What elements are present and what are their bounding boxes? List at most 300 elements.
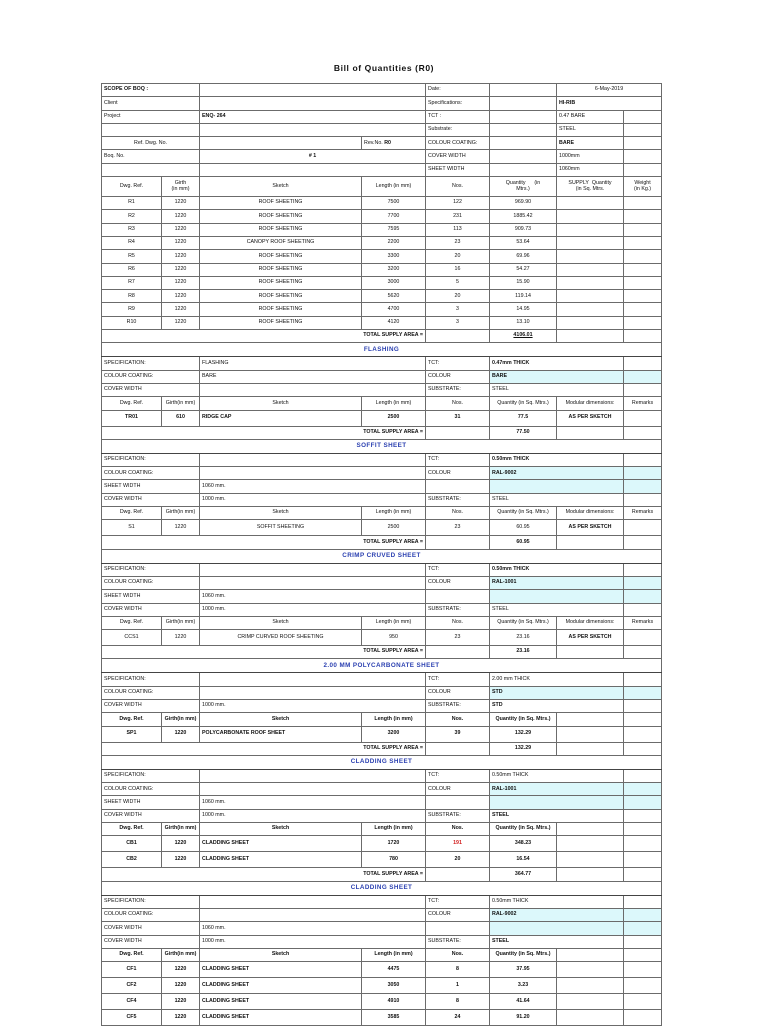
- spec-value: [200, 563, 426, 576]
- dwg-ref: R7: [102, 276, 162, 289]
- col-nos: Nos.: [426, 397, 490, 410]
- blank: [624, 868, 662, 881]
- table-row: [102, 236, 662, 249]
- col-girth: Girth(in mm): [162, 397, 200, 410]
- spec-right-label: [426, 480, 490, 493]
- section-title: CLADDING SHEET: [102, 881, 662, 895]
- col-sketch: Sketch: [200, 397, 362, 410]
- spec-row: [102, 493, 662, 506]
- length: 2500: [362, 520, 426, 536]
- weight: [624, 276, 662, 289]
- spec-row: [102, 895, 662, 908]
- girth: 1220: [162, 303, 200, 316]
- length: 4475: [362, 962, 426, 978]
- total-label: TOTAL SUPPLY AREA =: [102, 536, 426, 549]
- length: 2500: [362, 410, 426, 426]
- blank: [426, 868, 490, 881]
- length: 2200: [362, 236, 426, 249]
- sketch: ROOF SHEETING: [200, 210, 362, 223]
- table-row: [102, 836, 662, 852]
- flashing-title-row: [102, 343, 662, 357]
- spec-right-value: 2.00 mm THICK: [490, 673, 624, 686]
- roof-rows: [102, 197, 662, 330]
- spec-row: [102, 480, 662, 493]
- sketch: CLADDING SHEET: [200, 962, 362, 978]
- spec-value: [200, 453, 426, 466]
- blank: [557, 948, 624, 961]
- spec-label: SHEET WIDTH: [102, 480, 200, 493]
- weight: [624, 290, 662, 303]
- sketch: ROOF SHEETING: [200, 223, 362, 236]
- col-modular: Modular dimensions:: [557, 397, 624, 410]
- length: 3585: [362, 1010, 426, 1026]
- length: 4910: [362, 994, 426, 1010]
- project-label: Project: [102, 110, 200, 123]
- spec-right-value: [490, 796, 624, 809]
- spec-row: [102, 908, 662, 921]
- col-length: Length (in mm): [362, 823, 426, 836]
- total-label: TOTAL SUPPLY AREA =: [102, 868, 426, 881]
- spec-right-label: [426, 796, 490, 809]
- spec-right-value: STD: [490, 686, 624, 699]
- sketch: CLADDING SHEET: [200, 852, 362, 868]
- spec-right-label: COLOUR: [426, 576, 490, 589]
- nos: 1: [426, 978, 490, 994]
- blank: [624, 783, 662, 796]
- quantity: 119.14: [490, 290, 557, 303]
- col-supply-quantity: SUPPLY Quantity (in Sq. Mtrs.: [557, 177, 624, 197]
- blank: [624, 370, 662, 383]
- sheet-width-label: SHEET WIDTH: [426, 163, 490, 176]
- boq-sheet: [101, 83, 662, 1026]
- table-row: [102, 410, 662, 426]
- quantity: 14.95: [490, 303, 557, 316]
- spec-value: [200, 673, 426, 686]
- sketch: POLYCARBONATE ROOF SHEET: [200, 726, 362, 742]
- table-row: [102, 210, 662, 223]
- colour-value: BARE: [557, 137, 624, 150]
- girth: 610: [162, 410, 200, 426]
- rev-cell: Rev.No. R0: [362, 137, 426, 150]
- dwg-ref: CB1: [102, 836, 162, 852]
- girth: 1220: [162, 994, 200, 1010]
- nos: 113: [426, 223, 490, 236]
- supply-quantity: [557, 263, 624, 276]
- spec-value: 1000 mm.: [200, 603, 426, 616]
- blank: [557, 426, 624, 439]
- substrate-value: STEEL: [557, 123, 624, 136]
- sketch: SOFFIT SHEETING: [200, 520, 362, 536]
- blank: [426, 646, 490, 659]
- total-value: 364.77: [490, 868, 557, 881]
- blank: [624, 357, 662, 370]
- sheet-width-value: 1060mm: [557, 163, 624, 176]
- length: 7595: [362, 223, 426, 236]
- length: 1720: [362, 836, 426, 852]
- girth: 1220: [162, 836, 200, 852]
- col-girth: Girth (in mm): [162, 177, 200, 197]
- weight: [624, 263, 662, 276]
- length: 950: [362, 630, 426, 646]
- spec-right-label: SUBSTRATE:: [426, 383, 490, 396]
- total-row: [102, 646, 662, 659]
- substrate-label: Substrate:: [426, 123, 490, 136]
- blank: [557, 994, 624, 1010]
- spec-label: COVER WIDTH: [102, 935, 200, 948]
- table-row: [102, 290, 662, 303]
- girth: 1220: [162, 726, 200, 742]
- remarks: [624, 630, 662, 646]
- col-sketch: Sketch: [200, 948, 362, 961]
- spec-right-label: TCT:: [426, 453, 490, 466]
- spec-right-value: 0.50mm THICK: [490, 895, 624, 908]
- total-value: 77.50: [490, 426, 557, 439]
- date-value: 6-May-2019: [557, 84, 662, 97]
- col-quantity: Quantity (in Sq. Mtrs.): [490, 397, 557, 410]
- dwg-ref: R6: [102, 263, 162, 276]
- spec-right-value: 0.50mm THICK: [490, 769, 624, 782]
- cover-width-value: 1000mm: [557, 150, 624, 163]
- length: 3050: [362, 978, 426, 994]
- total-label: TOTAL SUPPLY AREA =: [102, 742, 426, 755]
- spec-right-label: [426, 922, 490, 935]
- soffit-title-row: [102, 439, 662, 453]
- spec-right-value: BARE: [490, 370, 624, 383]
- spec-value: BARE: [200, 370, 426, 383]
- cladding1-title-row: [102, 755, 662, 769]
- sketch: CLADDING SHEET: [200, 994, 362, 1010]
- blank: [624, 646, 662, 659]
- spec-label: COLOUR COATING:: [102, 576, 200, 589]
- col-sketch: Sketch: [200, 616, 362, 629]
- blank: [557, 978, 624, 994]
- sketch: ROOF SHEETING: [200, 290, 362, 303]
- header-row: [102, 137, 662, 150]
- remarks: [624, 726, 662, 742]
- remarks: [624, 962, 662, 978]
- spec-right-value: 0.50mm THICK: [490, 563, 624, 576]
- blank: [624, 576, 662, 589]
- quantity: 91.20: [490, 1010, 557, 1026]
- column-headers: [102, 713, 662, 726]
- table-row: [102, 962, 662, 978]
- polycarbonate-title-row: [102, 659, 662, 673]
- spec-label: COVER WIDTH: [102, 493, 200, 506]
- table-row: [102, 852, 662, 868]
- section-title: CRIMP CRUVED SHEET: [102, 549, 662, 563]
- spec-right-label: TCT:: [426, 673, 490, 686]
- supply-quantity: [557, 250, 624, 263]
- table-row: [102, 197, 662, 210]
- spec-row: [102, 796, 662, 809]
- blank: [624, 922, 662, 935]
- spec-right-label: [426, 590, 490, 603]
- blank: [557, 646, 624, 659]
- spec-right-value: [490, 590, 624, 603]
- total-label: TOTAL SUPPLY AREA =: [102, 646, 426, 659]
- table-row: [102, 978, 662, 994]
- header-row: [102, 110, 662, 123]
- nos: 191: [426, 836, 490, 852]
- col-length: Length (in mm): [362, 713, 426, 726]
- spec-row: [102, 370, 662, 383]
- spec-right-label: TCT:: [426, 769, 490, 782]
- spec-label: COLOUR COATING:: [102, 370, 200, 383]
- supply-quantity: [557, 303, 624, 316]
- dwg-ref: R10: [102, 316, 162, 329]
- dwg-ref: R4: [102, 236, 162, 249]
- col-dwg-ref: Dwg. Ref.: [102, 823, 162, 836]
- cladding2-title-row: [102, 881, 662, 895]
- spec-right-value: STD: [490, 699, 624, 712]
- spec-label: COVER WIDTH: [102, 603, 200, 616]
- spec-row: [102, 563, 662, 576]
- col-length: Length (in mm): [362, 616, 426, 629]
- spec-label: SHEET WIDTH: [102, 590, 200, 603]
- blank: [624, 908, 662, 921]
- col-sketch: Sketch: [200, 713, 362, 726]
- dwg-ref: R5: [102, 250, 162, 263]
- quantity: 1885.42: [490, 210, 557, 223]
- quantity: 53.64: [490, 236, 557, 249]
- tct-value: 0.47 BARE: [557, 110, 624, 123]
- length: 7500: [362, 197, 426, 210]
- blank: [557, 962, 624, 978]
- nos: 31: [426, 410, 490, 426]
- section-title: SOFFIT SHEET: [102, 439, 662, 453]
- nos: 231: [426, 210, 490, 223]
- sketch: CLADDING SHEET: [200, 836, 362, 852]
- total-row: [102, 536, 662, 549]
- blank: [624, 453, 662, 466]
- col-nos: Nos.: [426, 616, 490, 629]
- spec-right-value: STEEL: [490, 603, 624, 616]
- header-row: [102, 163, 662, 176]
- col-dwg-ref: Dwg. Ref.: [102, 397, 162, 410]
- sketch: ROOF SHEETING: [200, 316, 362, 329]
- col-remarks: Remarks: [624, 507, 662, 520]
- length: 4700: [362, 303, 426, 316]
- spec-right-value: 0.47mm THICK: [490, 357, 624, 370]
- col-dwg-ref: Dwg. Ref.: [102, 713, 162, 726]
- weight: [624, 210, 662, 223]
- spec-value: [200, 769, 426, 782]
- remarks: [624, 410, 662, 426]
- spec-label: SPECIFICATION:: [102, 357, 200, 370]
- nos: 24: [426, 1010, 490, 1026]
- nos: 20: [426, 250, 490, 263]
- table-row: [102, 994, 662, 1010]
- quantity: 54.27: [490, 263, 557, 276]
- tct-label: TCT :: [426, 110, 490, 123]
- col-girth: Girth(in mm): [162, 713, 200, 726]
- supply-quantity: [557, 236, 624, 249]
- spec-value: [200, 383, 426, 396]
- spec-label: COLOUR COATING:: [102, 686, 200, 699]
- spec-label: SPECIFICATION:: [102, 563, 200, 576]
- spec-value: 1060 mm.: [200, 480, 426, 493]
- spec-row: [102, 576, 662, 589]
- girth: 1220: [162, 520, 200, 536]
- spec-value: FLASHING: [200, 357, 426, 370]
- blank: [557, 836, 624, 852]
- quantity: 969.90: [490, 197, 557, 210]
- spec-label: SPECIFICATION:: [102, 769, 200, 782]
- quantity: 909.73: [490, 223, 557, 236]
- spec-right-value: STEEL: [490, 809, 624, 822]
- remarks: [624, 978, 662, 994]
- girth: 1220: [162, 962, 200, 978]
- length: 7700: [362, 210, 426, 223]
- blank: [557, 713, 624, 726]
- table-row: [102, 303, 662, 316]
- supply-quantity: [557, 290, 624, 303]
- column-headers: [102, 823, 662, 836]
- blank: [624, 686, 662, 699]
- spec-label: SPECIFICATION:: [102, 895, 200, 908]
- blank: [624, 895, 662, 908]
- blank: [557, 1010, 624, 1026]
- sketch: ROOF SHEETING: [200, 250, 362, 263]
- spec-right-value: STEEL: [490, 383, 624, 396]
- supply-quantity: [557, 276, 624, 289]
- blank: [557, 823, 624, 836]
- sketch: ROOF SHEETING: [200, 263, 362, 276]
- blank: [624, 383, 662, 396]
- weight: [624, 236, 662, 249]
- spec-row: [102, 453, 662, 466]
- col-nos: Nos.: [426, 177, 490, 197]
- roof-column-headers: [102, 177, 662, 197]
- quantity: 69.96: [490, 250, 557, 263]
- dwg-ref: R8: [102, 290, 162, 303]
- spec-right-label: COLOUR: [426, 467, 490, 480]
- length: 780: [362, 852, 426, 868]
- nos: 23: [426, 630, 490, 646]
- spec-label: COVER WIDTH: [102, 809, 200, 822]
- dwg-ref: TR01: [102, 410, 162, 426]
- spec-value: [200, 686, 426, 699]
- col-remarks: Remarks: [624, 616, 662, 629]
- girth: 1220: [162, 852, 200, 868]
- date-label: Date:: [426, 84, 490, 97]
- blank: [624, 823, 662, 836]
- blank: [426, 426, 490, 439]
- blank: [557, 852, 624, 868]
- quantity: 16.54: [490, 852, 557, 868]
- spec-label: SPECIFICATION:: [102, 673, 200, 686]
- nos: 16: [426, 263, 490, 276]
- spec-right-label: TCT:: [426, 563, 490, 576]
- col-nos: Nos.: [426, 948, 490, 961]
- spec-row: [102, 769, 662, 782]
- supply-quantity: [557, 316, 624, 329]
- sketch: CLADDING SHEET: [200, 978, 362, 994]
- girth: 1220: [162, 197, 200, 210]
- spec-label: COLOUR COATING:: [102, 467, 200, 480]
- blank: [624, 742, 662, 755]
- spec-label: COVER WIDTH: [102, 922, 200, 935]
- girth: 1220: [162, 210, 200, 223]
- column-headers: [102, 507, 662, 520]
- table-row: [102, 630, 662, 646]
- weight: [624, 250, 662, 263]
- section-title: FLASHING: [102, 343, 662, 357]
- spec-right-value: 0.50mm THICK: [490, 453, 624, 466]
- dwg-ref: SP1: [102, 726, 162, 742]
- col-quantity: Quantity (in Sq. Mtrs.): [490, 616, 557, 629]
- spec-label: COVER WIDTH: [102, 699, 200, 712]
- blank: [557, 536, 624, 549]
- dwg-ref: R1: [102, 197, 162, 210]
- total-row: [102, 426, 662, 439]
- quantity: 13.10: [490, 316, 557, 329]
- dwg-ref: CF1: [102, 962, 162, 978]
- spec-right-label: SUBSTRATE:: [426, 935, 490, 948]
- col-quantity: Quantity (in Mtrs.): [490, 177, 557, 197]
- col-length: Length (in mm): [362, 507, 426, 520]
- modular: AS PER SKETCH: [557, 410, 624, 426]
- header-row: [102, 150, 662, 163]
- blank: [624, 935, 662, 948]
- spec-right-label: SUBSTRATE:: [426, 603, 490, 616]
- spec-label: COLOUR COATING:: [102, 908, 200, 921]
- blank: [624, 426, 662, 439]
- col-girth: Girth(in mm): [162, 507, 200, 520]
- spec-right-label: SUBSTRATE:: [426, 699, 490, 712]
- blank: [624, 536, 662, 549]
- header-row: [102, 84, 662, 97]
- boq-label: Boq. No.: [102, 150, 200, 163]
- spec-value: 1000 mm.: [200, 699, 426, 712]
- blank: [624, 713, 662, 726]
- spec-value: 1000 mm.: [200, 935, 426, 948]
- spec-row: [102, 357, 662, 370]
- girth: 1220: [162, 250, 200, 263]
- spec-right-label: COLOUR: [426, 370, 490, 383]
- roof-total-label: TOTAL SUPPLY AREA =: [102, 330, 426, 343]
- blank: [624, 769, 662, 782]
- quantity: 3.23: [490, 978, 557, 994]
- spec-value: 1060 mm.: [200, 590, 426, 603]
- weight: [624, 316, 662, 329]
- spec-row: [102, 922, 662, 935]
- total-label: TOTAL SUPPLY AREA =: [102, 426, 426, 439]
- blank: [624, 563, 662, 576]
- blank: [624, 809, 662, 822]
- ref-dwg-label: Ref. Dwg. No.: [102, 137, 200, 150]
- col-sketch: Sketch: [200, 507, 362, 520]
- scope-label: SCOPE OF BOQ :: [102, 84, 200, 97]
- total-value: 60.95: [490, 536, 557, 549]
- supply-quantity: [557, 197, 624, 210]
- spec-right-value: [490, 480, 624, 493]
- spec-right-label: SUBSTRATE:: [426, 809, 490, 822]
- col-sketch: Sketch: [200, 177, 362, 197]
- supply-quantity: [557, 210, 624, 223]
- girth: 1220: [162, 978, 200, 994]
- spec-right-label: TCT:: [426, 357, 490, 370]
- blank: [624, 796, 662, 809]
- blank: [557, 726, 624, 742]
- dwg-ref: CF2: [102, 978, 162, 994]
- dwg-ref: CF4: [102, 994, 162, 1010]
- nos: 5: [426, 276, 490, 289]
- sketch: CANOPY ROOF SHEETING: [200, 236, 362, 249]
- dwg-ref: CB2: [102, 852, 162, 868]
- col-remarks: Remarks: [624, 397, 662, 410]
- col-dwg-ref: Dwg. Ref.: [102, 948, 162, 961]
